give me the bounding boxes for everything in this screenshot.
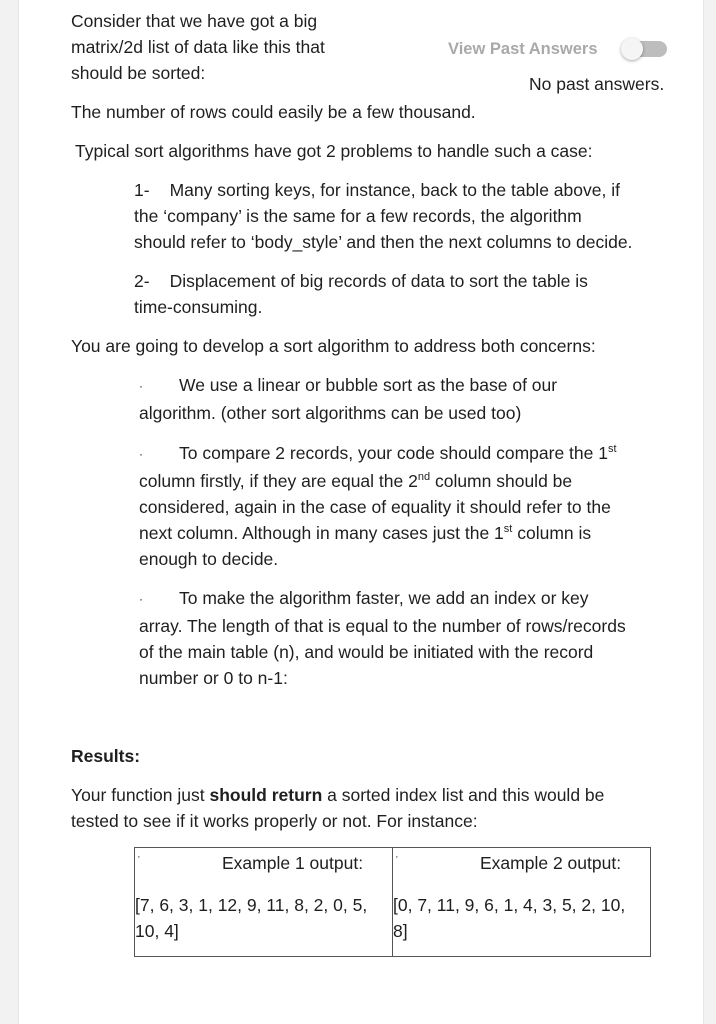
problem-1-line-2: the ‘company’ is the same for a few records, the algorithm (134, 206, 582, 226)
example-1-cell (135, 848, 393, 957)
example-1-header (135, 848, 392, 878)
problem-1-line-3: should refer to ‘body_style’ and then the next columns to decide. (134, 232, 633, 252)
results-text-post: a sorted index list and this would be (322, 785, 605, 805)
rows-paragraph: The number of rows could easily be a few thousand. (71, 102, 476, 122)
intro-line-1: Consider that we have got a big (71, 11, 318, 31)
bullet-2-text-4: next column. Although in many cases just the 1 (139, 523, 504, 543)
bullet-2-line-3: considered, again in the case of equality it should refer to the (139, 497, 611, 517)
problems-intro: Typical sort algorithms have got 2 problems to handle such a case: (75, 141, 593, 161)
example-2-label: Example 2 output: (480, 853, 622, 873)
problem-2-line-2: time-consuming. (134, 297, 263, 317)
example-1-value-line-1: [7, 6, 3, 1, 12, 9, 11, 8, 2, 0, 5, (135, 895, 368, 915)
results-text-bold: should return (209, 785, 323, 805)
bullet-3-dot: · (139, 592, 143, 607)
example-1-label: Example 1 output: (222, 853, 364, 873)
bullet-1-line-1 (139, 372, 557, 399)
example-1-value-line-2: 10, 4] (135, 921, 179, 941)
problem-1-line-1 (134, 177, 620, 203)
example-2-value-line-2: 8] (393, 921, 408, 941)
toggle-knob (621, 38, 643, 60)
example-1-value (135, 878, 392, 956)
results-line-2: tested to see if it works properly or not. For instance: (71, 811, 478, 831)
example-2-cell (393, 848, 651, 957)
bullet-2-line-5: enough to decide. (139, 549, 279, 569)
develop-paragraph: You are going to develop a sort algorithm to address both concerns: (71, 336, 596, 356)
bullet-2-text-2b: column should be (430, 471, 573, 491)
superscript-st: st (607, 443, 617, 456)
superscript-st-2: st (503, 523, 513, 536)
bullet-3-text: To make the algorithm faster, we add an index or key (179, 588, 589, 608)
problem-2-number: 2- (134, 271, 150, 291)
bullet-2-text-2: column firstly, if they are equal the 2 (139, 471, 418, 491)
view-past-answers-label[interactable]: View Past Answers (448, 40, 598, 58)
bullet-3-line-2: array. The length of that is equal to the number of rows/records (139, 616, 626, 636)
bullet-1-dot: · (139, 379, 143, 394)
problem-2-text: Displacement of big records of data to sort the table is (169, 271, 588, 291)
bullet-3-line-4: number or 0 to n-1: (139, 668, 288, 688)
bullet-2-line-4 (139, 520, 591, 546)
example-2-header (393, 848, 650, 878)
results-heading: Results: (71, 746, 141, 766)
bullet-2-line-1 (139, 440, 617, 467)
bullet-2-text-1: To compare 2 records, your code should compare the 1 (179, 443, 608, 463)
bullet-3-line-1 (139, 585, 589, 612)
bullet-2-dot: · (139, 447, 143, 462)
bullet-1-text: We use a linear or bubble sort as the base of our (179, 375, 558, 395)
results-text-pre: Your function just (71, 785, 210, 805)
examples-table (134, 847, 651, 957)
example-2-dot: · (395, 851, 399, 863)
bullet-2-text-4b: column is (512, 523, 592, 543)
intro-line-3: should be sorted: (71, 63, 206, 83)
no-past-answers-text: No past answers. (529, 74, 665, 94)
problem-2-line-1 (134, 268, 588, 294)
results-line-1 (71, 782, 604, 808)
example-2-value (393, 878, 650, 956)
bullet-1-line-2: algorithm. (other sort algorithms can be used too) (139, 403, 522, 423)
bullet-2-line-2 (139, 468, 572, 494)
bullet-3-line-3: of the main table (n), and would be initiated with the record (139, 642, 594, 662)
intro-line-2: matrix/2d list of data like this that (71, 37, 325, 57)
example-1-dot: · (137, 851, 141, 863)
example-2-value-line-1: [0, 7, 11, 9, 6, 1, 4, 3, 5, 2, 10, (393, 895, 626, 915)
past-answers-toggle[interactable] (621, 38, 668, 60)
superscript-nd: nd (417, 471, 431, 484)
table-row (135, 848, 651, 957)
problem-1-text: Many sorting keys, for instance, back to the table above, if (169, 180, 620, 200)
problem-1-number: 1- (134, 180, 150, 200)
